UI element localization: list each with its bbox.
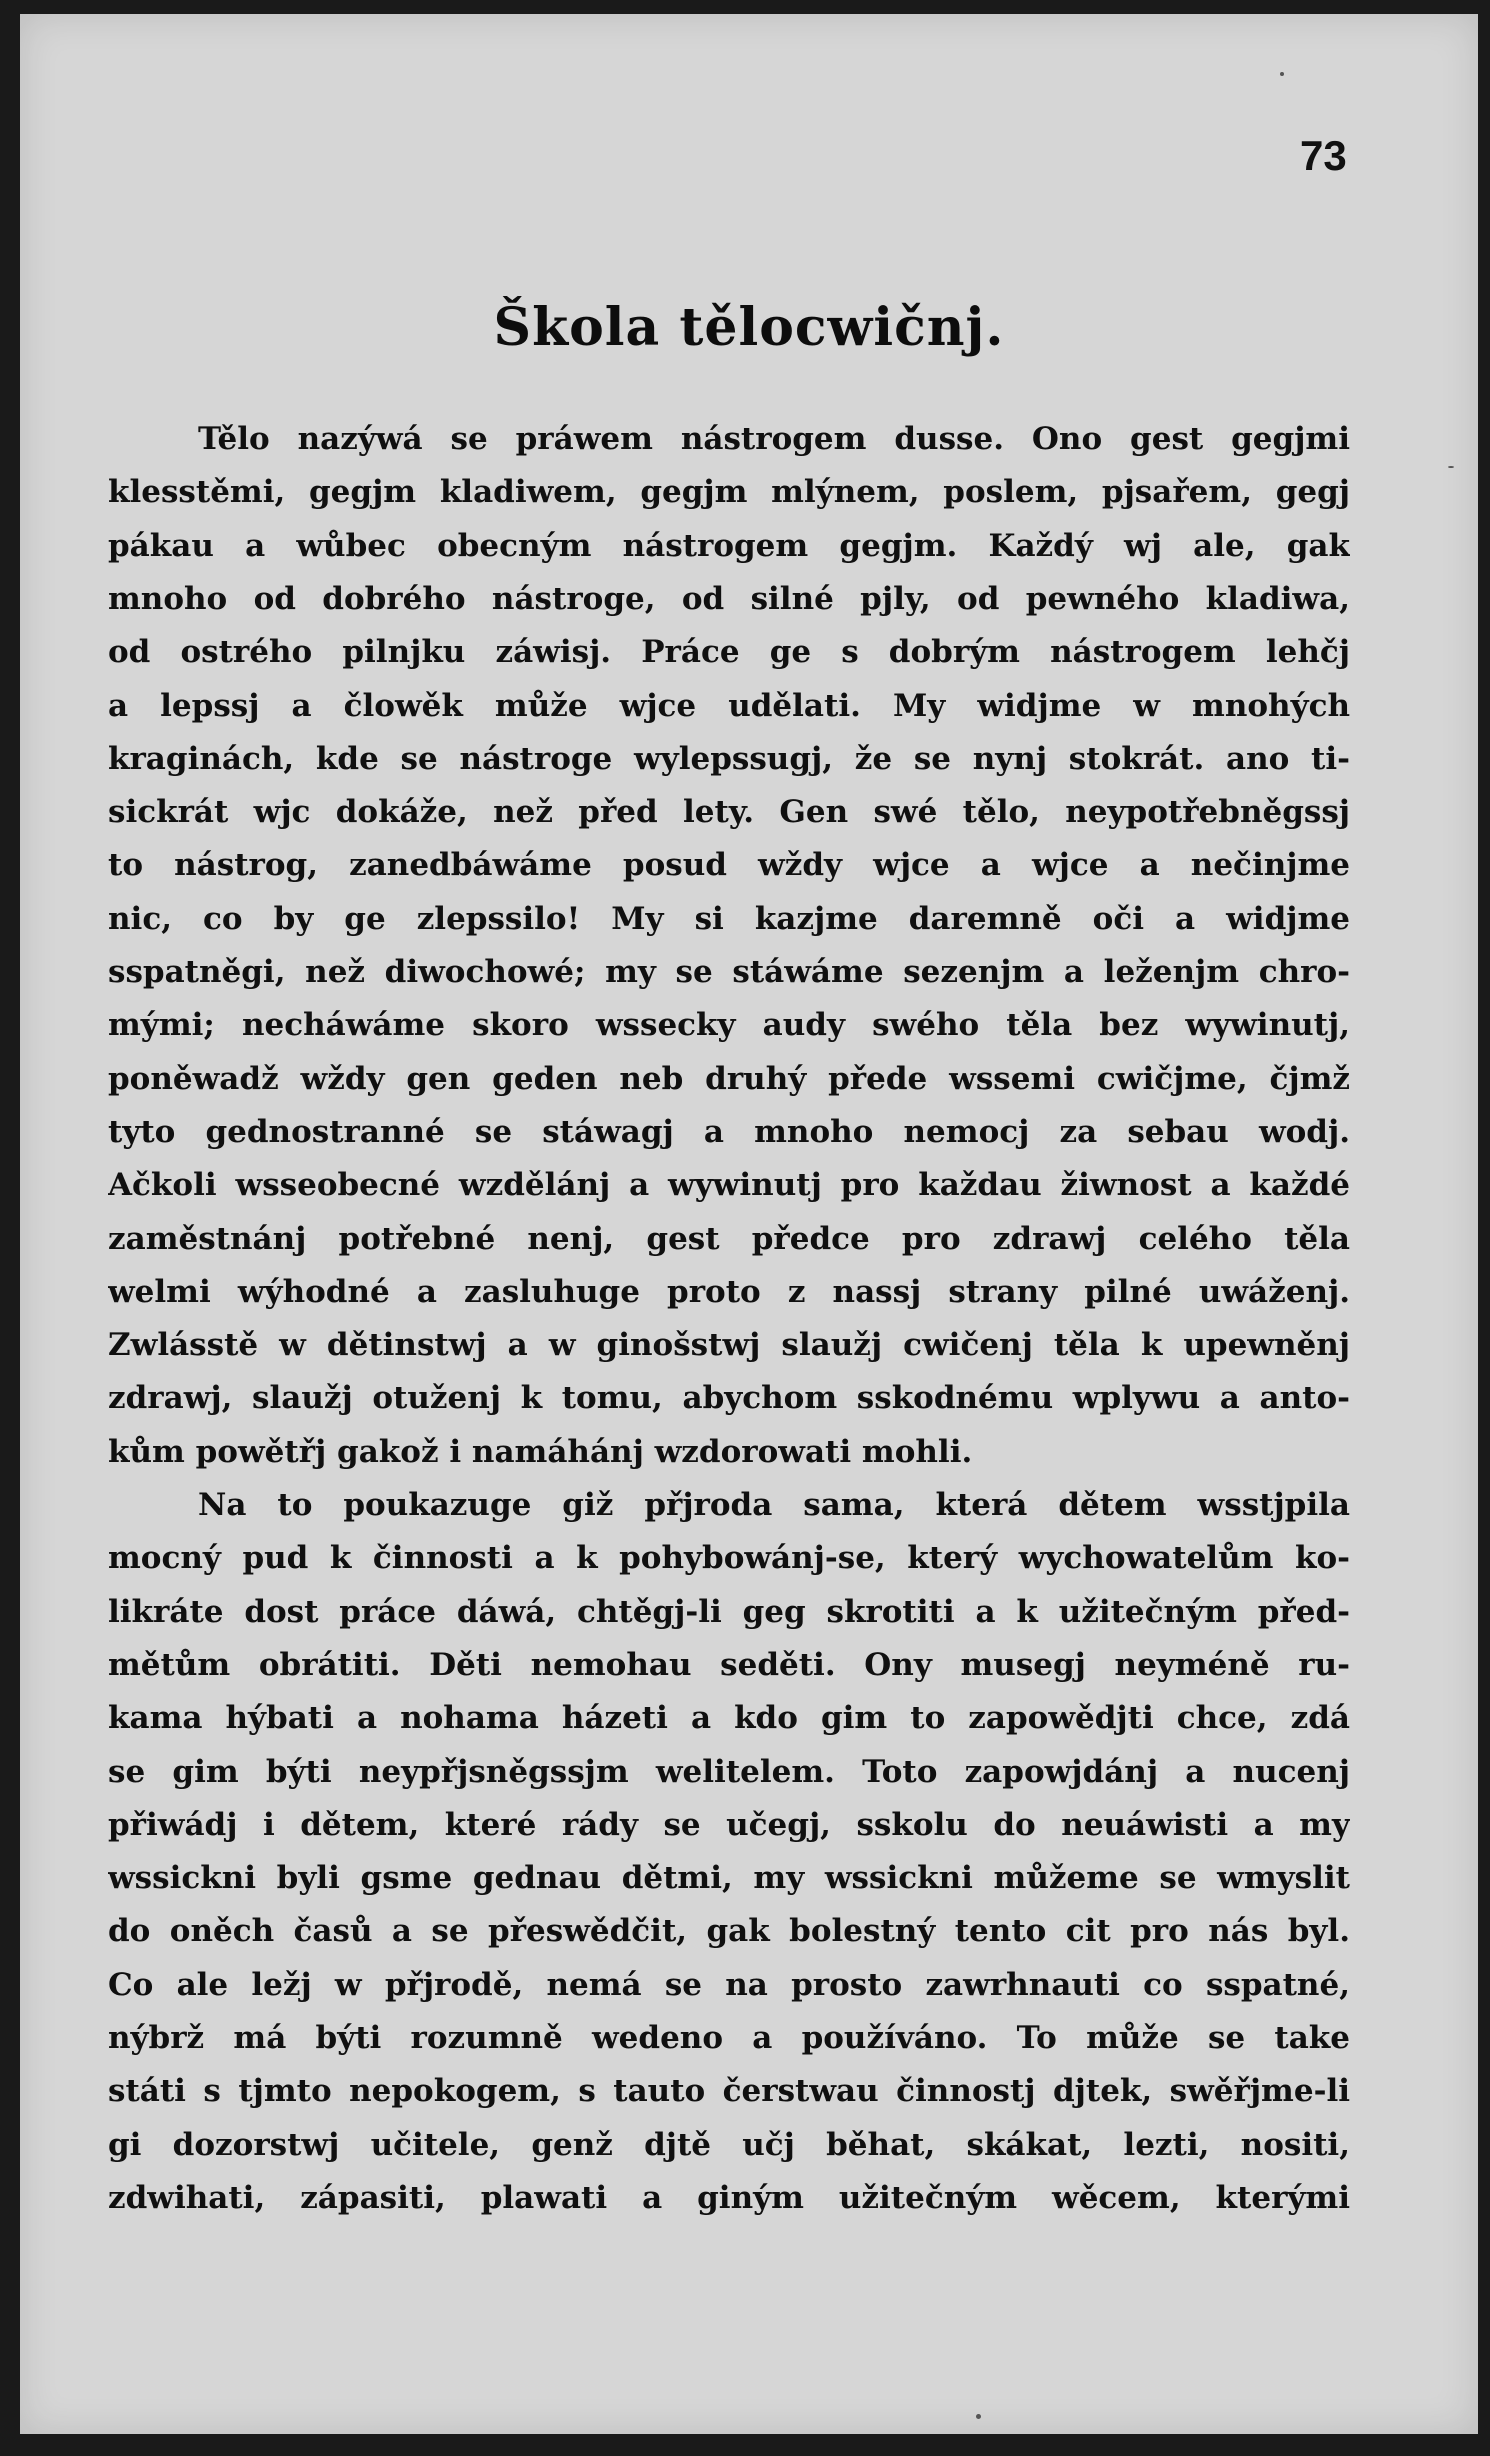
text-line: zdrawj, slaužj otuženj k tomu, abychom sskodnému wplywu a anto- (108, 1380, 1350, 1417)
text-line: mětům obrátiti. Děti nemohau seděti. Ony musegj neyméně ru- (108, 1646, 1350, 1683)
text-line: od ostrého pilnjku záwisj. Práce ge s dobrým nástrogem lehčj (108, 634, 1350, 671)
text-line: kraginách, kde se nástroge wylepssugj, že se nynj stokrát. ano ti- (108, 740, 1350, 777)
text-line: státi s tjmto nepokogem, s tauto čerstwau činnostj djtek, swěřjme-li (108, 2073, 1350, 2110)
text-line: mocný pud k činnosti a k pohybowánj-se, který wychowatelům ko- (108, 1540, 1350, 1577)
text-line: zaměstnánj potřebné nenj, gest předce pro zdrawj celého těla (108, 1220, 1350, 1257)
text-line: tyto gednostranné se stáwagj a mnoho nemocj za sebau wodj. (108, 1113, 1350, 1150)
text-line: zdwihati, zápasiti, plawati a giným užitečným wěcem, kterými (108, 2179, 1350, 2216)
text-line: se gim býti neypřjsněgssjm welitelem. Toto zapowjdánj a nucenj (108, 1753, 1350, 1790)
text-line: pákau a wůbec obecným nástrogem gegjm. Každý wj ale, gak (108, 527, 1350, 564)
chapter-title: Škola tělocwičnj. (493, 297, 1005, 358)
text-line: nýbrž má býti rozumně wedeno a používáno. To může se take (108, 2020, 1350, 2056)
text-line: welmi wýhodné a zasluhuge proto z nassj strany pilné uwáženj. (108, 1273, 1350, 1310)
text-line: mými; necháwáme skoro wssecky audy swého těla bez wywinutj, (108, 1007, 1350, 1044)
text-line: Ačkoli wsseobecné wzdělánj a wywinutj pro každau žiwnost a každé (108, 1167, 1350, 1204)
text-line: nic, co by ge zlepssilo! My si kazjme daremně oči a widjme (108, 900, 1350, 937)
text-line: mnoho od dobrého nástroge, od silné pjly, od pewného kladiwa, (108, 580, 1350, 617)
text-line: likráte dost práce dáwá, chtěgj-li geg skrotiti a k užitečným před- (108, 1593, 1350, 1630)
text-line: Co ale ležj w přjrodě, nemá se na prosto zawrhnauti co sspatné, (108, 1966, 1350, 2003)
paper-speck (976, 2414, 981, 2419)
text-line: Zwlásstě w dětinstwj a w ginošstwj slaužj cwičenj těla k upewněnj (108, 1327, 1350, 1364)
text-line: klesstěmi, gegjm kladiwem, gegjm mlýnem, poslem, pjsařem, gegj (108, 474, 1350, 511)
text-line: to nástrog, zanedbáwáme posud wždy wjce a wjce a nečinjme (108, 847, 1350, 884)
text-line: kům powětřj gakož i namáhánj wzdorowati mohli. (108, 1433, 973, 1470)
text-line: a lepssj a člowěk může wjce udělati. My widjme w mnohých (108, 687, 1350, 724)
book-page (20, 14, 1478, 2434)
text-line: poněwadž wždy gen geden neb druhý přede wssemi cwičjme, čjmž (108, 1060, 1350, 1097)
paper-speck (1448, 466, 1454, 468)
text-line: sickrát wjc dokáže, než před lety. Gen swé tělo, neypotřebněgssj (108, 794, 1350, 831)
text-line: do oněch časů a se přeswědčit, gak bolestný tento cit pro nás byl. (108, 1913, 1350, 1950)
text-line: kama hýbati a nohama házeti a kdo gim to zapowědjti chce, zdá (108, 1700, 1350, 1737)
page-number: 73 (1300, 132, 1347, 179)
text-line: sspatněgi, než diwochowé; my se stáwáme sezenjm a leženjm chro- (108, 954, 1350, 990)
text-line: přiwádj i dětem, které rády se učegj, sskolu do neuáwisti a my (108, 1806, 1350, 1843)
text-line: Tělo nazýwá se práwem nástrogem dusse. Ono gest gegjmi (198, 421, 1350, 457)
text-line: gi dozorstwj učitele, genž djtě učj běhat, skákat, lezti, nositi, (108, 2126, 1350, 2163)
paper-speck (1280, 72, 1284, 76)
text-line: wssickni byli gsme gednau dětmi, my wssickni můžeme se wmyslit (108, 1860, 1350, 1897)
text-line: Na to poukazuge giž přjroda sama, která dětem wsstjpila (198, 1487, 1350, 1523)
